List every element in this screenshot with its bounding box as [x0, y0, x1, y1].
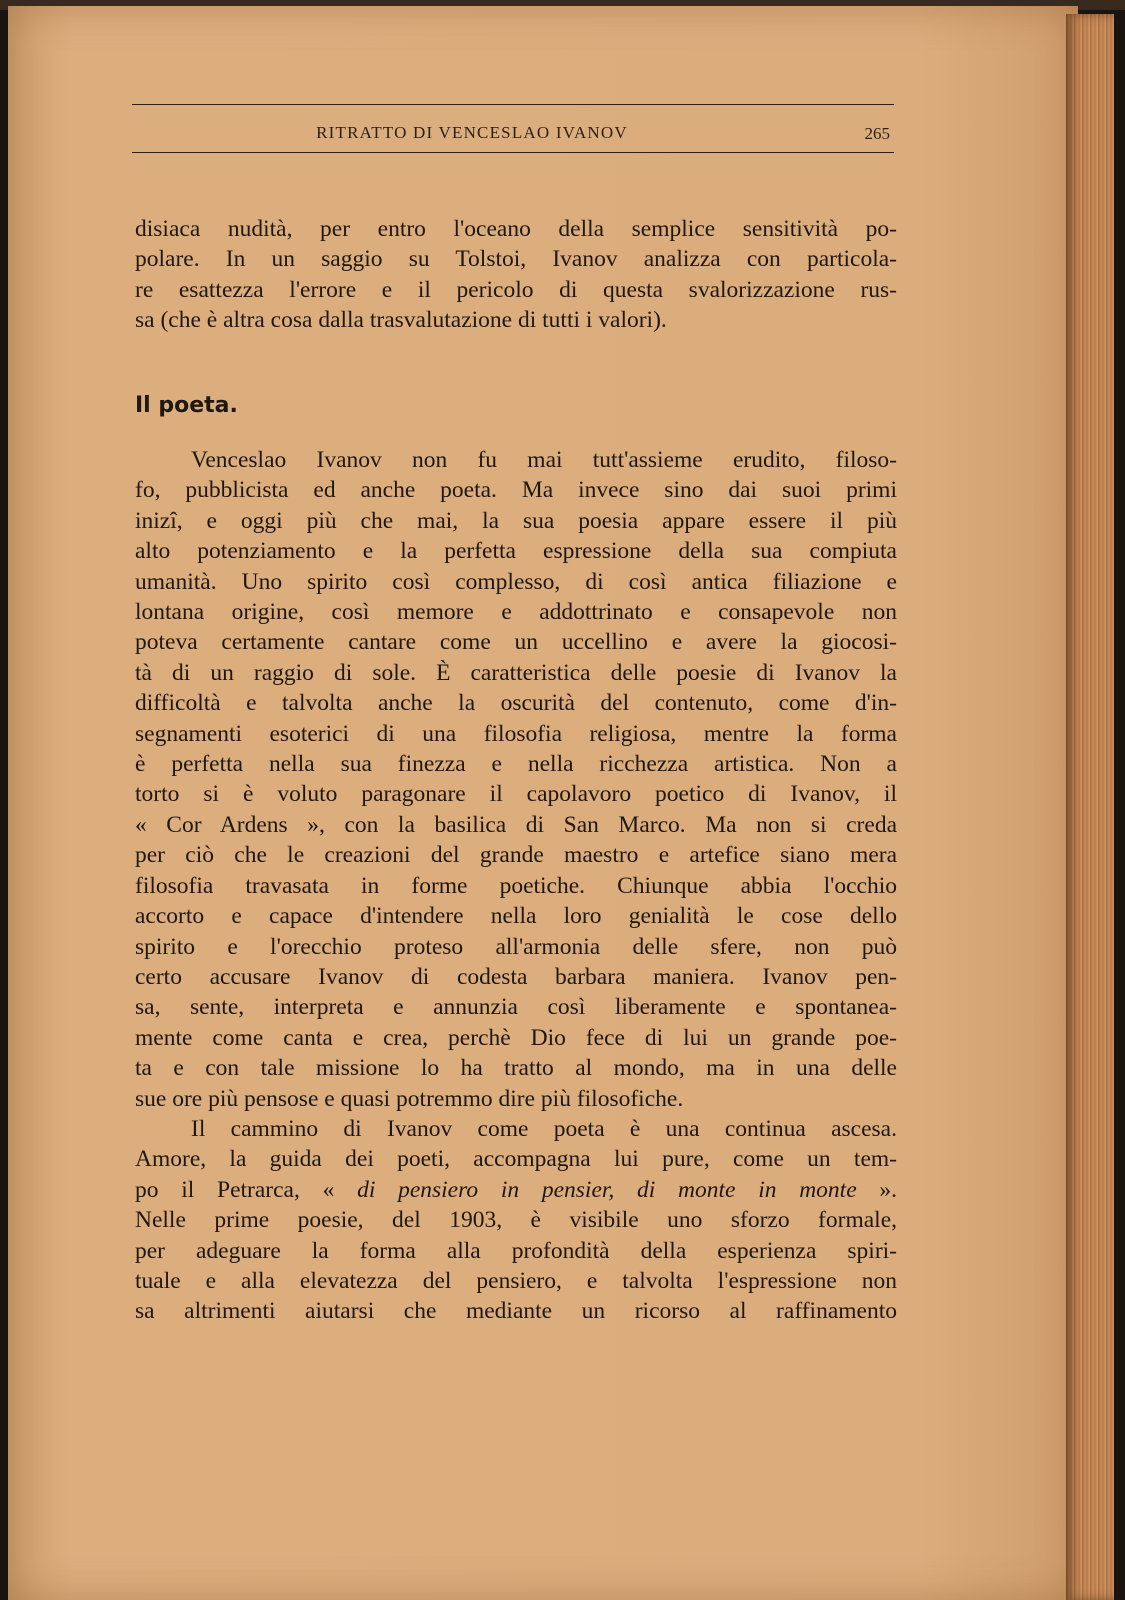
page-stack-edge	[1066, 14, 1114, 1600]
text-line: inizî, e oggi più che mai, la sua poesia appare essere il più	[135, 507, 897, 534]
text-line: filosofia travasata in forme poetiche. Chiunque abbia l'occhio	[135, 872, 897, 899]
quote-lead-in: po il Petrarca, «	[135, 1176, 358, 1203]
text-line: per adeguare la forma alla profondità della esperienza spiri-	[135, 1237, 897, 1264]
text-line: fo, pubblicista ed anche poeta. Ma invece sino dai suoi primi	[135, 477, 897, 504]
text-line: spirito e l'orecchio proteso all'armonia delle sfere, non può	[135, 933, 897, 960]
text-line: ta e con tale missione lo ha tratto al mondo, ma in una delle	[135, 1055, 897, 1082]
text-line: difficoltà e talvolta anche la oscurità del contenuto, come d'in-	[135, 690, 897, 717]
text-line: « Cor Ardens », con la basilica di San Marco. Ma non si creda	[135, 811, 897, 838]
paragraph-1	[135, 214, 897, 336]
running-head-title: RITRATTO DI VENCESLAO IVANOV	[316, 123, 628, 142]
text-line: sa altrimenti aiutarsi che mediante un ricorso al raffinamento	[135, 1298, 897, 1325]
text-line: sa, sente, interpreta e annunzia così liberamente e spontanea-	[135, 994, 897, 1021]
text-line: polare. In un saggio su Tolstoi, Ivanov analizza con particola-	[135, 246, 897, 273]
text-line: poteva certamente cantare come un uccellino e avere la giocosi-	[135, 629, 897, 656]
text-line: tuale e alla elevatezza del pensiero, e talvolta l'espressione non	[135, 1268, 897, 1295]
paragraph-2	[135, 445, 897, 1114]
text-line: Il cammino di Ivanov come poeta è una continua ascesa.	[191, 1116, 897, 1142]
text-line: segnamenti esoterici di una filosofia religiosa, mentre la forma	[135, 720, 897, 747]
text-line: Venceslao Ivanov non fu mai tutt'assieme erudito, filoso-	[191, 447, 897, 473]
section-heading: Il poeta.	[135, 393, 238, 418]
text-line: lontana origine, così memore e addottrinato e consapevole non	[135, 599, 897, 626]
text-line: alto potenziamento e la perfetta espressione della sua compiuta	[135, 538, 897, 565]
quote-close: ».	[856, 1176, 897, 1203]
text-line: re esattezza l'errore e il pericolo di questa svalorizzazione rus-	[135, 276, 897, 303]
text-line: è perfetta nella sua finezza e nella ricchezza artistica. Non a	[135, 751, 897, 778]
text-line: certo accusare Ivanov di codesta barbara maniera. Ivanov pen-	[135, 963, 897, 990]
text-line: sue ore più pensose e quasi potremmo dire più filosofiche.	[135, 1085, 684, 1112]
text-line: Nelle prime poesie, del 1903, è visibile uno sforzo formale,	[135, 1207, 897, 1234]
paragraph-3	[135, 1114, 897, 1327]
running-head	[132, 104, 894, 156]
petrarch-quotation: di pensiero in pensier, di monte in monte	[357, 1176, 857, 1203]
text-line: umanità. Uno spirito così complesso, di così antica filiazione e	[135, 568, 897, 595]
text-line-with-quote	[135, 1175, 897, 1205]
text-line: disiaca nudità, per entro l'oceano della semplice sensitività po-	[135, 216, 897, 242]
text-line: torto si è voluto paragonare il capolavoro poetico di Ivanov, il	[135, 781, 897, 808]
text-line: per ciò che le creazioni del grande maestro e artefice siano mera	[135, 842, 897, 869]
text-line: Amore, la guida dei poeti, accompagna lui pure, come un tem-	[135, 1146, 897, 1173]
header-rule-top	[132, 104, 894, 105]
header-rule-bottom	[132, 152, 894, 153]
text-line: sa (che è altra cosa dalla trasvalutazione di tutti i valori).	[135, 307, 667, 334]
page-number: 265	[864, 124, 890, 143]
text-line: mente come canta e crea, perchè Dio fece di lui un grande poe-	[135, 1024, 897, 1051]
text-line: tà di un raggio di sole. È caratteristica delle poesie di Ivanov la	[135, 659, 897, 686]
text-line: accorto e capace d'intendere nella loro genialità le cose dello	[135, 903, 897, 930]
